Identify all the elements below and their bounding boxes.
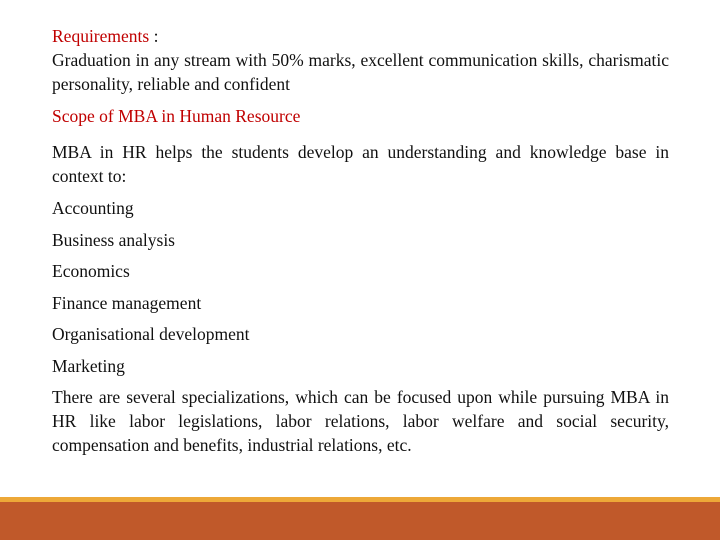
requirements-separator: : xyxy=(149,26,159,46)
scope-heading: Scope of MBA in Human Resource xyxy=(52,106,301,126)
list-item: Business analysis xyxy=(52,229,175,250)
list-item: Marketing xyxy=(52,355,125,376)
list-item: Finance management xyxy=(52,292,202,313)
requirements-text: Graduation in any stream with 50% marks, excellent communication skills, charismatic personality, reliable and confident xyxy=(52,50,669,94)
requirements-section xyxy=(52,24,669,96)
scope-closing: There are several specializations, which can be focused upon while pursuing MBA in HR like labor legislations, labor relations, labor welfare and social security, compensation and benefits, industrial relations, etc. xyxy=(52,387,669,455)
list-item: Organisational development xyxy=(52,324,250,344)
slide-content xyxy=(52,24,669,457)
requirements-heading: Requirements xyxy=(52,26,150,46)
scope-intro: MBA in HR helps the students develop an understanding and knowledge base in context to: xyxy=(52,142,669,186)
requirements-heading-line xyxy=(52,24,669,48)
scope-list xyxy=(52,196,669,378)
footer-bar xyxy=(0,502,720,540)
list-item: Economics xyxy=(52,261,130,281)
list-item: Accounting xyxy=(52,198,134,218)
